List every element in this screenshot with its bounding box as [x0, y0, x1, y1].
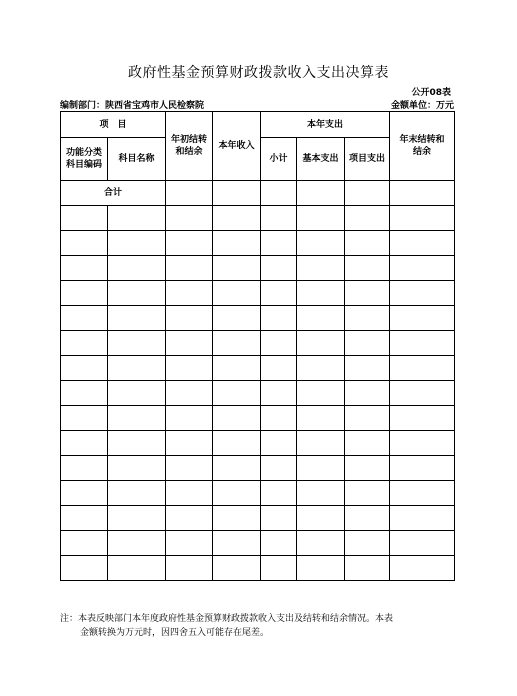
header-subtotal: 小计 [261, 138, 297, 181]
table-cell [297, 306, 345, 331]
table-cell [261, 556, 297, 581]
table-cell [261, 281, 297, 306]
footnote-line-1: 注：本表反映部门本年度政府性基金预算财政拨款收入支出及结转和结余情况。本表 [60, 614, 394, 624]
table-cell [345, 231, 390, 256]
table-cell [261, 206, 297, 231]
table-cell [390, 506, 455, 531]
table-cell [297, 256, 345, 281]
table-cell [213, 506, 261, 531]
header-expense: 本年支出 [261, 112, 390, 138]
table-cell [166, 331, 213, 356]
table-cell [166, 406, 213, 431]
table-cell [213, 431, 261, 456]
table-row [61, 481, 455, 506]
table-cell [166, 256, 213, 281]
table-cell [108, 356, 166, 381]
table-cell [261, 181, 297, 206]
header-func-class: 功能分类 科目编码 [61, 138, 108, 181]
table-cell [213, 206, 261, 231]
table-cell [108, 206, 166, 231]
table-cell [345, 181, 390, 206]
table-cell [61, 456, 108, 481]
table-cell [166, 281, 213, 306]
table-cell [345, 456, 390, 481]
table-row [61, 531, 455, 556]
table-row [61, 356, 455, 381]
table-cell [261, 406, 297, 431]
table-cell [213, 381, 261, 406]
table-cell [213, 231, 261, 256]
table-row [61, 406, 455, 431]
table-cell [108, 481, 166, 506]
unit-row [60, 98, 454, 110]
table-cell [61, 206, 108, 231]
table-row [61, 281, 455, 306]
table-cell [390, 531, 455, 556]
footnote [60, 612, 454, 640]
table-cell [108, 556, 166, 581]
table-cell [108, 281, 166, 306]
header-project-expense: 项目支出 [345, 138, 390, 181]
table-cell [166, 381, 213, 406]
table-cell [213, 531, 261, 556]
table-cell [108, 456, 166, 481]
amount-unit-label: 金额单位：万元 [390, 101, 454, 111]
page-title: 政府性基金预算财政拨款收入支出决算表 [128, 65, 389, 81]
table-cell [297, 381, 345, 406]
table-cell [61, 256, 108, 281]
table-cell [345, 206, 390, 231]
table-row [61, 331, 455, 356]
table-cell [61, 531, 108, 556]
table-cell [261, 256, 297, 281]
form-code: 公开08表 [411, 88, 451, 98]
table-cell [261, 481, 297, 506]
table-cell [61, 481, 108, 506]
table-cell [297, 206, 345, 231]
table-cell [345, 256, 390, 281]
table-cell [297, 431, 345, 456]
table-cell [297, 181, 345, 206]
table-cell [261, 331, 297, 356]
table-cell [345, 556, 390, 581]
table-cell [345, 381, 390, 406]
table-cell [390, 381, 455, 406]
table-cell [108, 306, 166, 331]
table-cell [345, 431, 390, 456]
table-row [61, 456, 455, 481]
table-cell [297, 331, 345, 356]
table-cell [297, 231, 345, 256]
header-item: 项 目 [61, 112, 166, 138]
table-cell [213, 256, 261, 281]
table-cell [261, 456, 297, 481]
table-cell [345, 281, 390, 306]
table-cell [297, 406, 345, 431]
table-cell [61, 556, 108, 581]
table-cell [108, 431, 166, 456]
header-subject-name: 科目名称 [108, 138, 166, 181]
table-cell [390, 281, 455, 306]
table-cell [213, 281, 261, 306]
table-cell [390, 231, 455, 256]
table-cell [261, 506, 297, 531]
table-cell [166, 456, 213, 481]
table-cell [390, 431, 455, 456]
table-cell [108, 231, 166, 256]
table-cell [390, 206, 455, 231]
table-cell [213, 306, 261, 331]
table-cell [390, 256, 455, 281]
table-cell [261, 306, 297, 331]
table-cell [261, 356, 297, 381]
table-cell [108, 256, 166, 281]
table-row [61, 206, 455, 231]
table-row [61, 556, 455, 581]
table-cell [166, 431, 213, 456]
table-cell [166, 531, 213, 556]
table-cell [61, 331, 108, 356]
table-row [61, 506, 455, 531]
table-row [61, 306, 455, 331]
table-cell [61, 231, 108, 256]
table-cell [345, 506, 390, 531]
table-cell [108, 406, 166, 431]
table-cell [61, 306, 108, 331]
table-cell [261, 531, 297, 556]
table-cell [108, 381, 166, 406]
table-cell [345, 531, 390, 556]
table-cell [297, 531, 345, 556]
header-basic-expense: 基本支出 [297, 138, 345, 181]
table-cell [213, 356, 261, 381]
table-cell [213, 456, 261, 481]
table-cell [297, 456, 345, 481]
department-label: 编制部门：陕西省宝鸡市人民检察院 [60, 101, 205, 111]
table-row [61, 231, 455, 256]
table-row [61, 431, 455, 456]
table-cell [108, 331, 166, 356]
table-cell [166, 356, 213, 381]
table-cell [345, 481, 390, 506]
header-begin-balance: 年初结转 和结余 [166, 112, 213, 181]
total-row [61, 181, 455, 206]
table-cell [390, 556, 455, 581]
table-cell [261, 231, 297, 256]
table-cell [297, 506, 345, 531]
table-cell [213, 556, 261, 581]
table-cell [166, 481, 213, 506]
table-cell [166, 506, 213, 531]
table-cell [390, 456, 455, 481]
table-cell [297, 556, 345, 581]
table-cell [166, 556, 213, 581]
table-cell [61, 381, 108, 406]
footnote-line-2: 金额转换为万元时，因四舍五入可能存在尾差。 [80, 628, 270, 638]
header-row-1 [61, 112, 455, 138]
header-income: 本年收入 [213, 112, 261, 181]
table-cell [390, 331, 455, 356]
table-cell [166, 181, 213, 206]
table-cell [213, 406, 261, 431]
table-cell [261, 381, 297, 406]
table-cell [390, 356, 455, 381]
table-cell [297, 481, 345, 506]
table-cell [213, 181, 261, 206]
table-cell [61, 506, 108, 531]
table-cell [345, 306, 390, 331]
table-cell [390, 406, 455, 431]
table-cell [166, 206, 213, 231]
table-cell [213, 331, 261, 356]
table-cell [261, 431, 297, 456]
table-cell [390, 181, 455, 206]
table-cell [61, 431, 108, 456]
total-label: 合计 [61, 181, 166, 206]
table-row [61, 256, 455, 281]
table-cell [390, 306, 455, 331]
table-cell [166, 306, 213, 331]
table-cell [61, 406, 108, 431]
header-end-balance: 年末结转和 结余 [390, 112, 455, 181]
table-cell [61, 281, 108, 306]
table-cell [297, 356, 345, 381]
table-row [61, 381, 455, 406]
table-cell [390, 481, 455, 506]
table-cell [345, 356, 390, 381]
table-cell [61, 356, 108, 381]
budget-table [60, 111, 455, 581]
table-cell [297, 281, 345, 306]
table-cell [108, 506, 166, 531]
table-cell [108, 531, 166, 556]
table-cell [345, 331, 390, 356]
table-cell [345, 406, 390, 431]
table-cell [213, 481, 261, 506]
table-cell [166, 231, 213, 256]
